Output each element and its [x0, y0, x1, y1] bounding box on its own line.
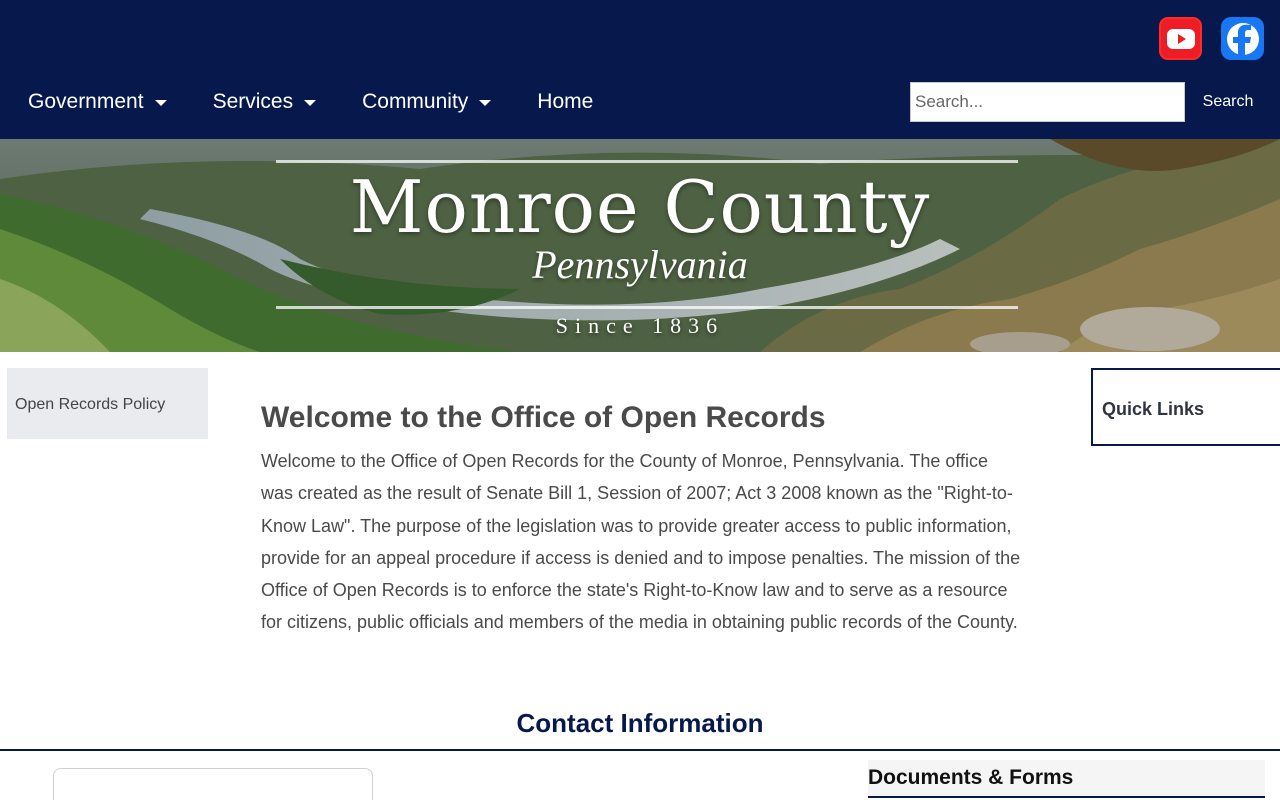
banner-divider — [276, 160, 1018, 163]
youtube-link[interactable] — [1159, 17, 1202, 60]
facebook-link[interactable] — [1221, 17, 1264, 60]
nav-community[interactable] — [362, 85, 491, 119]
banner-title: Monroe County — [349, 165, 931, 249]
nav-home[interactable] — [537, 85, 593, 119]
caret-down-icon — [304, 100, 316, 106]
quick-links-title[interactable]: Quick Links — [1102, 399, 1205, 419]
banner-since: Since 1836 — [555, 313, 725, 338]
contact-heading: Contact Information — [516, 708, 764, 738]
intro-paragraph: Welcome to the Office of Open Records for the County of Monroe, Pennsylvania. The office was created as the result of Senate Bill 1, Session of 2007; Act 3 2008 known as the "Right-to-Know Law". The purpose of the legislation was to provide greater access to public information, provide for an appeal procedure if access is denied and to impose penalties. The mission of the Office of Open Records is to enforce the state's Right-to-Know law and to serve as a resource for citizens, public officials and members of the media in obtaining public records of the County. — [261, 451, 1021, 633]
youtube-icon — [1167, 29, 1195, 49]
page-title: Welcome to the Office of Open Records — [261, 401, 826, 434]
quick-links-panel — [1091, 368, 1280, 446]
hero-banner — [0, 139, 1280, 352]
nav-services-label: Services — [212, 90, 294, 113]
documents-forms-panel — [868, 760, 1265, 798]
caret-down-icon — [479, 100, 491, 106]
banner-subtitle: Pennsylvania — [532, 242, 748, 287]
documents-forms-title: Documents & Forms — [868, 766, 1074, 789]
banner-divider — [276, 306, 1018, 309]
sidebar-item-open-records-policy[interactable]: Open Records Policy — [7, 368, 208, 439]
nav-government[interactable] — [28, 85, 167, 119]
main-nav — [28, 85, 639, 119]
nav-home-label: Home — [537, 90, 594, 113]
contact-card — [53, 768, 373, 800]
search-button[interactable]: Search — [1192, 82, 1264, 122]
nav-services[interactable] — [213, 85, 317, 119]
nav-government-label: Government — [28, 90, 144, 113]
section-divider — [0, 749, 1280, 751]
search-input[interactable] — [910, 82, 1185, 122]
facebook-icon — [1223, 19, 1263, 59]
nav-community-label: Community — [362, 90, 469, 113]
caret-down-icon — [155, 100, 167, 106]
site-header — [0, 0, 1280, 139]
